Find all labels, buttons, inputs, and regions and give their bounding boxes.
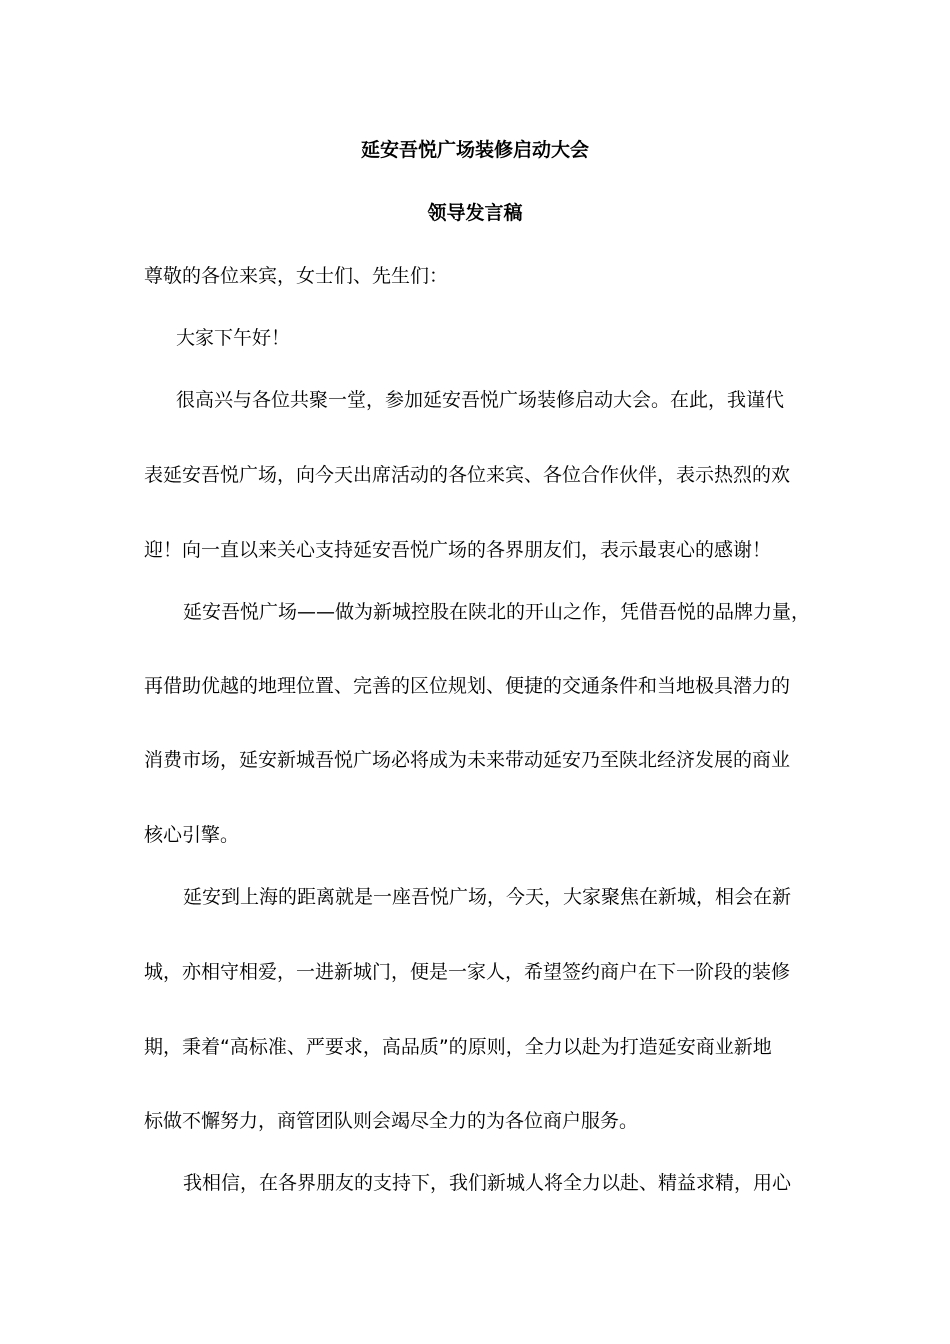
salutation: 大家下午好！	[176, 327, 291, 349]
document-title: 延安吾悦广场装修启动大会	[360, 139, 589, 161]
paragraph-3-line-1: 延安到上海的距离就是一座吾悦广场，今天，大家聚焦在新城，相会在新	[183, 886, 792, 908]
greeting: 尊敬的各位来宾，女士们、先生们：	[144, 265, 449, 287]
paragraph-3-line-4: 标做不懈努力，商管团队则会竭尽全力的为各位商户服务。	[144, 1110, 639, 1132]
paragraph-2-line-4: 核心引擎。	[144, 824, 240, 846]
paragraph-1-line-2: 表延安吾悦广场，向今天出席活动的各位来宾、各位合作伙伴，表示热烈的欢	[144, 464, 791, 486]
paragraph-1-line-1: 很高兴与各位共聚一堂，参加延安吾悦广场装修启动大会。在此，我谨代	[176, 389, 785, 411]
paragraph-3-line-3: 期，秉着“高标准、严要求，高品质”的原则，全力以赴为打造延安商业新地	[144, 1036, 772, 1058]
paragraph-3-line-2: 城，亦相守相爱，一进新城门，便是一家人，希望签约商户在下一阶段的装修	[144, 961, 791, 983]
document-subtitle: 领导发言稿	[427, 202, 523, 224]
paragraph-2-line-3: 消费市场，延安新城吾悦广场必将成为未来带动延安乃至陕北经济发展的商业	[144, 749, 791, 771]
paragraph-1-line-3: 迎！向一直以来关心支持延安吾悦广场的各界朋友们，表示最衷心的感谢！	[144, 539, 772, 561]
paragraph-4-line-1: 我相信，在各界朋友的支持下，我们新城人将全力以赴、精益求精，用心	[183, 1172, 792, 1194]
paragraph-2-line-1: 延安吾悦广场——做为新城控股在陕北的开山之作，凭借吾悦的品牌力量，	[183, 601, 811, 623]
paragraph-2-line-2: 再借助优越的地理位置、完善的区位规划、便捷的交通条件和当地极具潜力的	[144, 675, 791, 697]
